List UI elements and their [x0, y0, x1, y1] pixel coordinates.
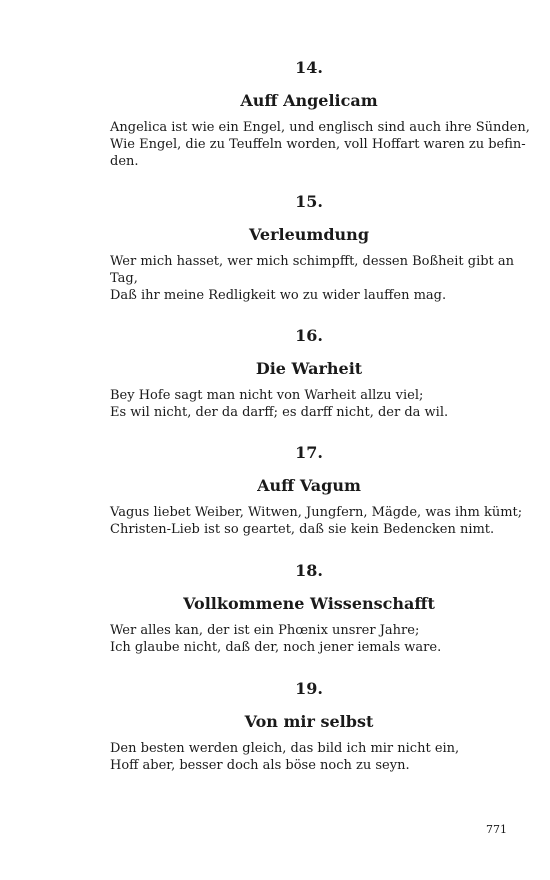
- poem-line: Den besten werden gleich, das bild ich mir nicht ein,: [110, 741, 460, 756]
- poem-number: 17.: [295, 443, 323, 462]
- poem-number: 15.: [295, 192, 323, 211]
- poem-title: Von mir selbst: [244, 712, 374, 731]
- poem-line: Bey Hofe sagt man nicht von Warheit allzu viel;: [110, 388, 424, 403]
- poem-line: Wie Engel, die zu Teuffeln worden, voll Hoffart waren zu befin-: [110, 137, 526, 152]
- poem-title: Vollkommene Wissenschafft: [183, 594, 435, 613]
- poem-number: 14.: [295, 58, 323, 77]
- page-number: 771: [486, 823, 507, 836]
- poem-line: Wer alles kan, der ist ein Phœnix unsrer Jahre;: [110, 623, 420, 638]
- poem-16: [110, 326, 508, 421]
- poem-line: Hoff aber, besser doch als böse noch zu seyn.: [110, 758, 410, 773]
- poem-17: [110, 443, 523, 538]
- poem-title: Verleumdung: [248, 225, 369, 244]
- poem-19: [110, 679, 508, 774]
- poem-title: Auff Angelicam: [240, 91, 378, 110]
- poem-line: Ich glaube nicht, daß der, noch jener iemals ware.: [110, 640, 442, 655]
- poem-line: Wer mich hasset, wer mich schimpfft, dessen Boßheit gibt an: [110, 254, 515, 269]
- poem-18: [110, 561, 508, 656]
- poem-line: Angelica ist wie ein Engel, und englisch sind auch ihre Sünden,: [110, 120, 530, 135]
- poem-line: Christen-Lieb ist so geartet, daß sie kein Bedencken nimt.: [110, 522, 495, 537]
- poem-number: 18.: [295, 561, 323, 580]
- poem-line: den.: [110, 154, 139, 169]
- poem-title: Die Warheit: [255, 359, 363, 378]
- poem-title: Auff Vagum: [257, 476, 361, 495]
- poem-line: Daß ihr meine Redligkeit wo zu wider lauffen mag.: [110, 288, 447, 303]
- poem-number: 19.: [295, 679, 323, 698]
- poem-number: 16.: [295, 326, 323, 345]
- poem-14: [110, 58, 530, 170]
- poem-line: Tag,: [110, 271, 138, 286]
- poem-15: [110, 192, 515, 304]
- poem-line: Es wil nicht, der da darff; es darff nicht, der da wil.: [110, 405, 449, 420]
- poem-line: Vagus liebet Weiber, Witwen, Jungfern, Mägde, was ihm kümt;: [110, 505, 523, 520]
